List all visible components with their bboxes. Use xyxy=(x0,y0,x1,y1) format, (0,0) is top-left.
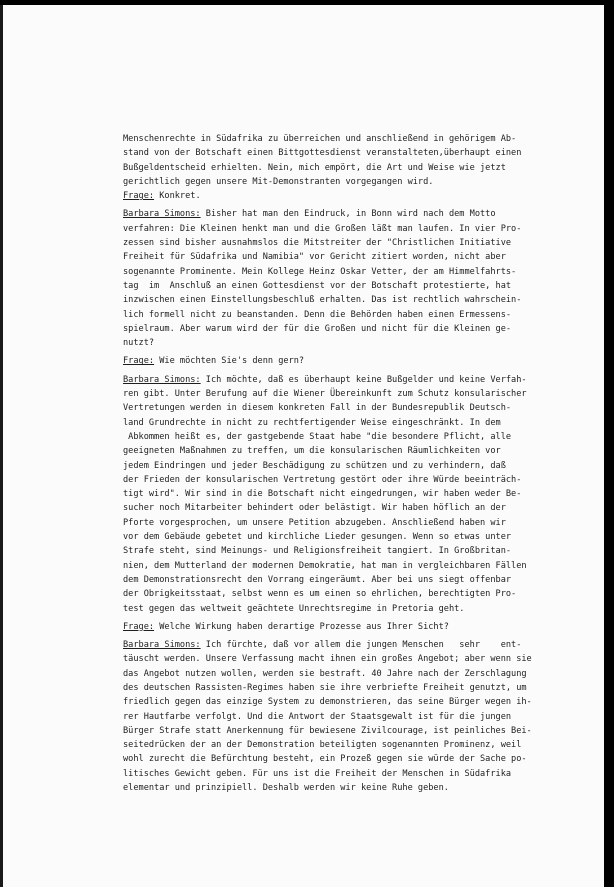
text-line xyxy=(123,373,527,387)
text-line xyxy=(123,587,523,601)
line-text: Pforte vorgesprochen, um unsere Petition abzugeben. Anschließend haben wir xyxy=(123,517,506,528)
text-line xyxy=(123,207,523,221)
line-text: Konkret. xyxy=(154,191,201,202)
line-text: friedlich gegen das einzige System zu demonstrieren, das seine Bürger wegen ih- xyxy=(123,697,532,708)
text-line xyxy=(123,638,523,652)
text-line xyxy=(123,189,523,203)
line-text: Bisher hat man den Eindruck, in Bonn wird nach dem Motto xyxy=(200,209,496,220)
text-line xyxy=(123,265,523,279)
text-line xyxy=(123,236,523,250)
text-line xyxy=(123,681,527,695)
line-text: der Obrigkeitsstaat, selbst wenn es um einen so ehrlichen, berechtigten Pro- xyxy=(123,589,517,600)
text-line xyxy=(123,401,523,415)
speaker-label: Frage: xyxy=(123,621,155,632)
text-line xyxy=(123,559,527,573)
line-text: sogenannte Prominente. Mein Kollege Heinz Oskar Vetter, der am Himmelfahrts- xyxy=(123,266,517,277)
line-text: Strafe steht, sind Meinungs- und Religionsfreiheit tangiert. In Großbritan- xyxy=(123,546,512,557)
line-text: inzwischen einen Einstellungsbeschluß erhalten. Das ist rechtlich wahrschein- xyxy=(123,295,522,306)
speaker-label: Barbara Simons: xyxy=(123,640,201,651)
text-line xyxy=(123,222,523,236)
speaker-label: Frage: xyxy=(123,356,155,367)
speaker-label: Frage: xyxy=(123,191,155,202)
text-line xyxy=(123,487,523,501)
text-line xyxy=(123,175,523,189)
text-line xyxy=(123,336,523,350)
line-text: dem Demonstrationsrecht den Vorrang eingeräumt. Aber bei uns siegt offenbar xyxy=(123,574,512,585)
text-line xyxy=(123,146,523,160)
line-text: nien, dem Mutterland der modernen Demokratie, hat man in vergleichbaren Fällen xyxy=(123,560,527,571)
text-line xyxy=(123,602,523,616)
text-line xyxy=(123,250,523,264)
line-text: Welche Wirkung haben derartige Prozesse aus Ihrer Sicht? xyxy=(154,621,449,632)
text-line xyxy=(123,279,523,293)
line-text: Freiheit für Südafrika und Namibia" vor Gericht zitiert worden, nicht aber xyxy=(123,252,506,263)
line-text: der Frieden der konsularischen Vertretung gestört oder ihre Würde beeinträch- xyxy=(123,474,522,485)
line-text: Vertretungen werden in diesem konkreten Fall in der Bundesrepublik Deutsch- xyxy=(123,403,512,414)
text-line xyxy=(123,652,532,666)
line-text: vor dem Gebäude gebetet und kirchliche Lieder gesungen. Wenn so etwas unter xyxy=(123,532,512,543)
text-line xyxy=(123,501,523,515)
text-line xyxy=(123,781,523,795)
line-text: elementar und prinzipiell. Deshalb werden wir keine Ruhe geben. xyxy=(123,783,449,794)
text-line xyxy=(123,416,523,430)
text-line xyxy=(123,530,523,544)
text-line xyxy=(123,667,527,681)
text-line xyxy=(123,161,523,175)
line-text: Wie möchten Sie's denn gern? xyxy=(154,356,305,367)
text-line xyxy=(123,724,532,738)
speaker-label: Barbara Simons: xyxy=(123,209,201,220)
line-text: Menschenrechte in Südafrika zu überreichen und anschließend in gehörigem Ab- xyxy=(123,134,517,144)
line-text: spielraum. Aber warum wird der für die Großen und nicht für die Kleinen ge- xyxy=(123,323,512,334)
line-text: Bußgeldentscheid erhielten. Nein, mich empört, die Art und Weise wie jetzt xyxy=(123,162,506,173)
text-line xyxy=(123,444,523,458)
line-text: nutzt? xyxy=(123,338,155,349)
text-line xyxy=(123,573,523,587)
line-text: tigt wird". Wir sind in die Botschaft nicht eingedrungen, wir haben weder Be- xyxy=(123,489,522,500)
interview-text xyxy=(123,132,532,795)
line-text: tag im Anschluß an einen Gottesdienst vor der Botschaft protestierte, hat xyxy=(123,280,512,291)
line-text: lich formell nicht zu beanstanden. Denn die Behörden haben einen Ermessens- xyxy=(123,309,512,320)
text-line xyxy=(123,308,523,322)
text-line xyxy=(123,710,523,724)
line-text: ren gibt. Unter Berufung auf die Wiener Übereinkunft zum Schutz konsularischer xyxy=(123,389,527,400)
line-text: Abkommen heißt es, der gastgebende Staat habe "die besondere Pflicht, alle xyxy=(123,431,512,442)
line-text: geeigneten Maßnahmen zu treffen, um die konsularischen Räumlichkeiten vor xyxy=(123,446,501,457)
text-line xyxy=(123,459,523,473)
line-text: stand von der Botschaft einen Bittgottesdienst veranstalteten,überhaupt einen xyxy=(123,148,522,159)
line-text: des deutschen Rassisten-Regimes haben sie ihre verbriefte Freiheit genutzt, um xyxy=(123,682,527,693)
line-text: Bürger Strafe statt Anerkennung für bewiesene Zivilcourage, ist peinliches Bei- xyxy=(123,725,532,736)
line-text: jedem Eindringen und jeder Beschädigung zu schützen und zu verhindern, daß xyxy=(123,460,506,471)
text-line xyxy=(123,544,523,558)
text-line xyxy=(123,516,523,530)
text-line xyxy=(123,430,523,444)
line-text: Ich fürchte, daß vor allem die jungen Menschen sehr ent- xyxy=(200,640,522,651)
text-line xyxy=(123,322,523,336)
speaker-label: Barbara Simons: xyxy=(123,374,201,385)
line-text: verfahren: Die Kleinen henkt man und die Großen läßt man laufen. In vier Pro- xyxy=(123,223,522,234)
scan-border-right xyxy=(604,0,614,887)
text-line xyxy=(123,293,523,307)
text-line xyxy=(123,752,527,766)
line-text: seitedrücken der an der Demonstration beteiligten sogenannten Prominenz, weil xyxy=(123,740,522,751)
line-text: täuscht werden. Unsere Verfassung macht ihnen ein großes Angebot; aber wenn sie xyxy=(123,654,532,665)
line-text: das Angebot nutzen wollen, werden sie bestraft. 40 Jahre nach der Zerschlagung xyxy=(123,668,527,679)
line-text: Ich möchte, daß es überhaupt keine Bußgelder und keine Verfah- xyxy=(200,374,527,385)
line-text: sucher noch Mitarbeiter behindert oder belästigt. Wir haben höflich an der xyxy=(123,503,506,514)
text-line xyxy=(123,695,532,709)
line-text: zessen sind bisher ausnahmslos die Mitstreiter der "Christlichen Initiative xyxy=(123,238,512,249)
text-line xyxy=(123,473,523,487)
line-text: rer Hautfarbe verfolgt. Und die Antwort der Staatsgewalt ist für die jungen xyxy=(123,711,512,722)
text-line xyxy=(123,767,523,781)
line-text: test gegen das weltweit geächtete Unrechtsregime in Pretoria geht. xyxy=(123,603,465,614)
text-line xyxy=(123,354,523,368)
line-text: gerichtlich gegen unsere Mit-Demonstranten vorgegangen wird. xyxy=(123,176,434,187)
line-text: litisches Gewicht geben. Für uns ist die Freiheit der Menschen in Südafrika xyxy=(123,768,512,779)
line-text: wohl zurecht die Befürchtung besteht, ein Prozeß gegen sie würde der Sache po- xyxy=(123,754,527,765)
text-line xyxy=(123,620,523,634)
text-line xyxy=(123,738,523,752)
text-line xyxy=(123,132,523,146)
line-text: land Grundrechte in nicht zu rechtfertigender Weise eingeschränkt. In dem xyxy=(123,417,501,428)
text-line xyxy=(123,387,527,401)
document-page xyxy=(3,5,604,887)
